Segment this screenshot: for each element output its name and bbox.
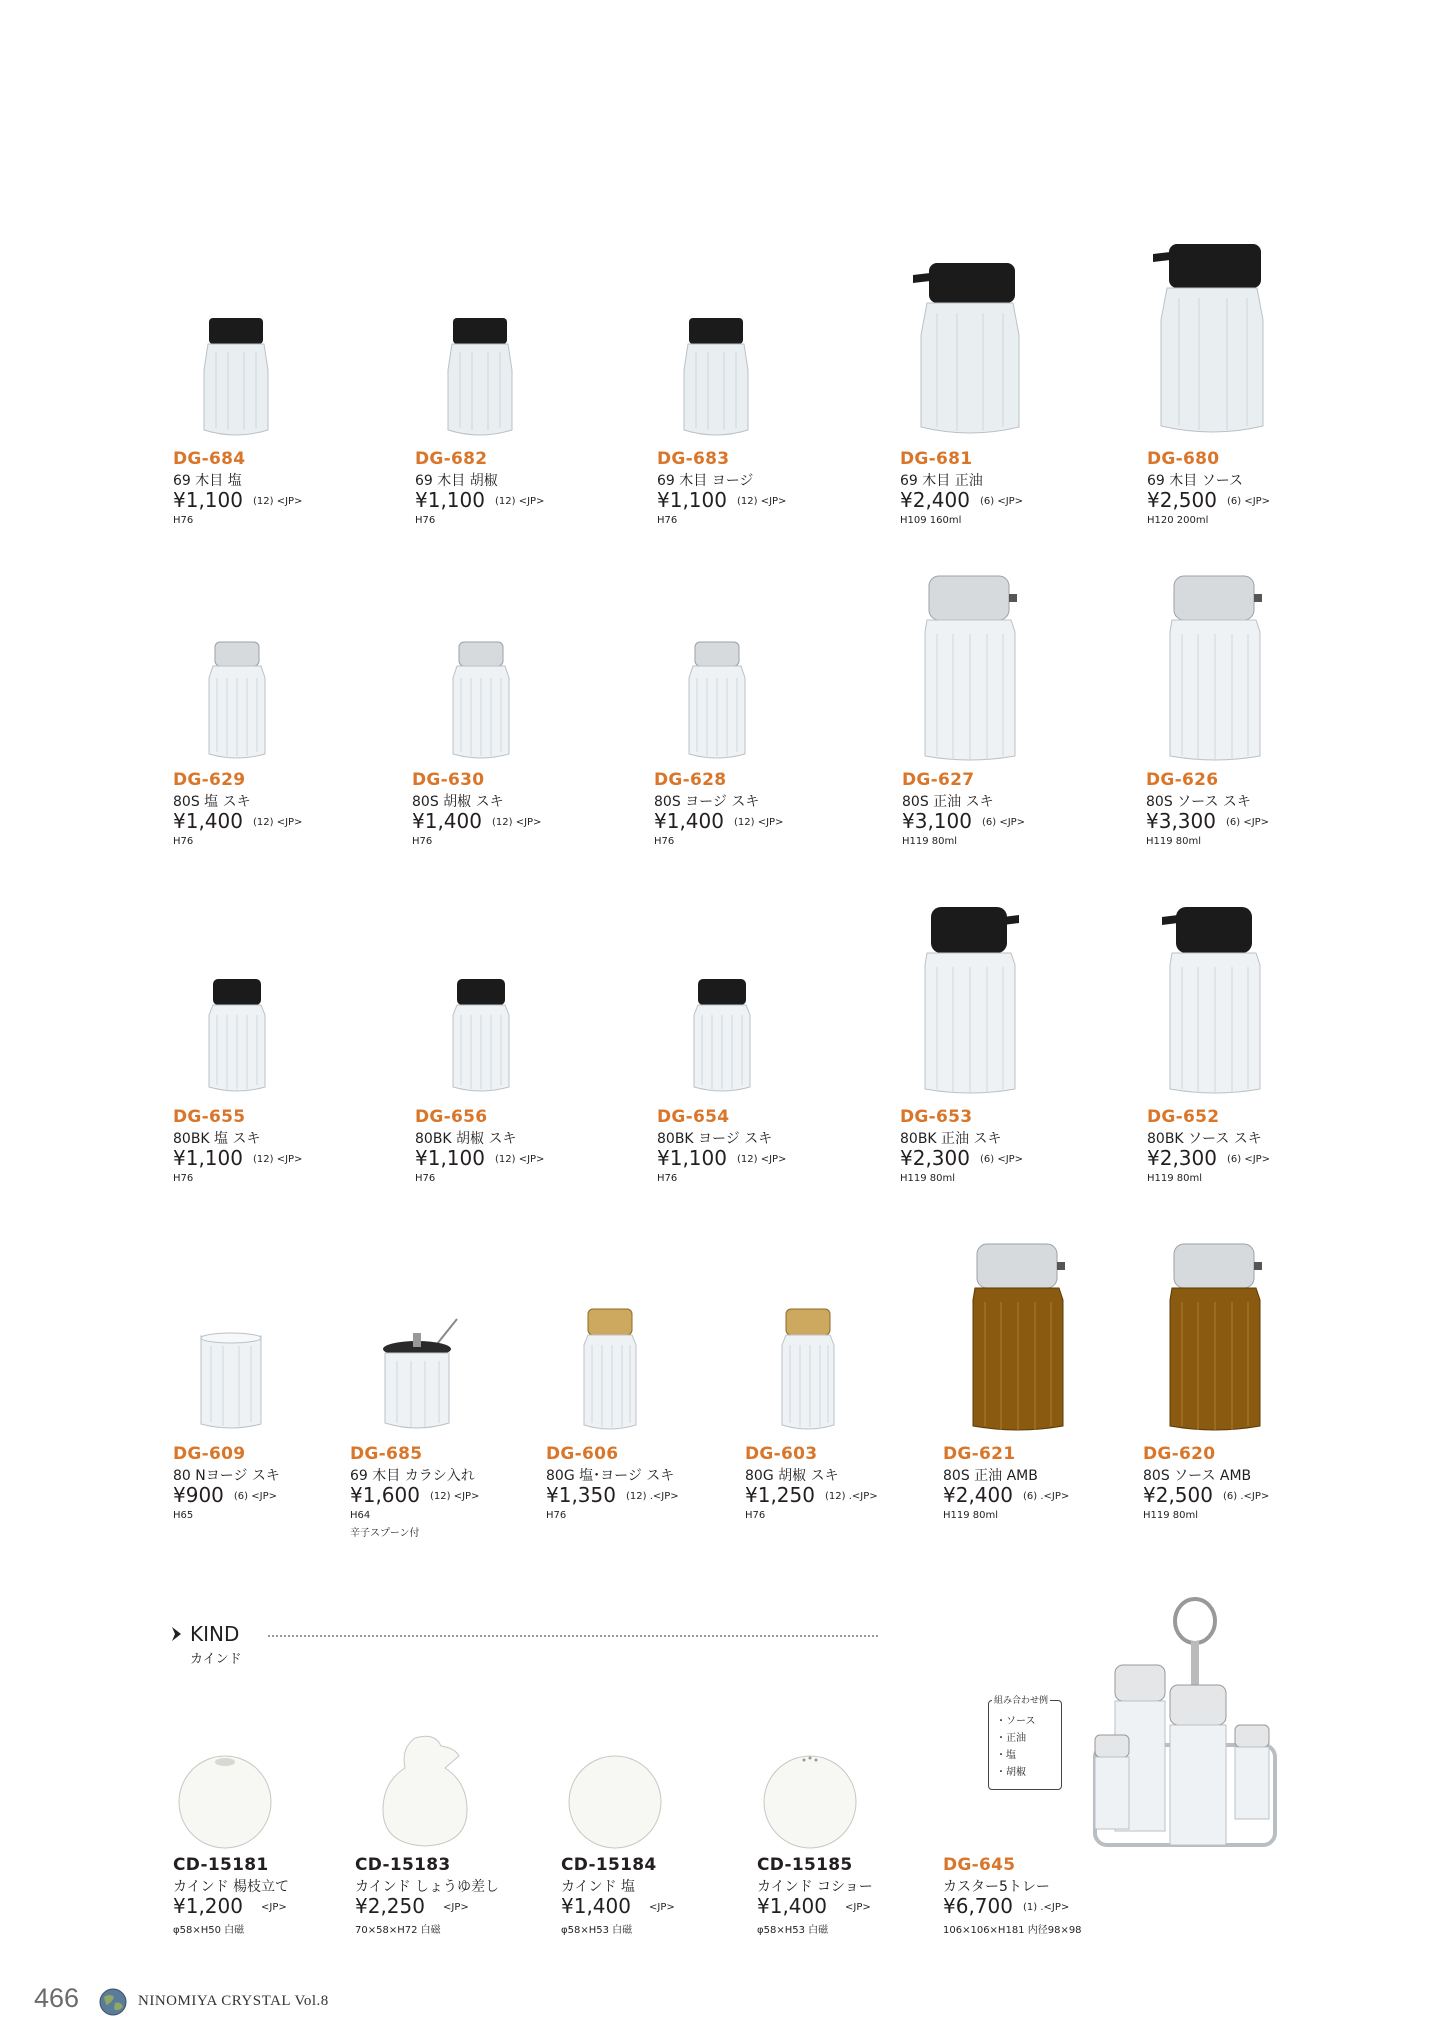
soy-pourer-image <box>375 1732 475 1850</box>
product-price-line <box>1147 488 1270 512</box>
globe-icon <box>98 1987 128 2017</box>
product-name: 80G 塩･ヨージ スキ <box>546 1468 675 1484</box>
section-title <box>190 1622 239 1646</box>
product-code: CD-15185 <box>757 1855 853 1875</box>
product-price-line <box>654 809 783 833</box>
product-price-line <box>902 809 1025 833</box>
product-dimensions: H119 80ml <box>1143 1510 1199 1521</box>
product-price-line <box>412 809 541 833</box>
toothpick-holder-image <box>195 1330 267 1433</box>
shaker-image <box>580 1305 640 1435</box>
product-price: ¥1,200 <box>173 1894 243 1918</box>
product-qty: (6) <JP> <box>981 817 1026 828</box>
product-dimensions: φ58×H50 白磁 <box>173 1925 245 1936</box>
toothpick-stand-image <box>175 1750 275 1850</box>
product-name: 80BK ソース スキ <box>1147 1131 1262 1147</box>
product-name: 80S 正油 スキ <box>902 794 994 810</box>
section-subtitle: カインド <box>190 1652 242 1667</box>
product-dimensions: H76 <box>173 836 194 847</box>
product-name: 80BK ヨージ スキ <box>657 1131 773 1147</box>
product-code: DG-621 <box>943 1444 1016 1464</box>
product-qty: (6) .<JP> <box>1222 1491 1270 1502</box>
product-code: CD-15184 <box>561 1855 657 1875</box>
product-qty: <JP> <box>260 1902 287 1913</box>
product-name: 80BK 塩 スキ <box>173 1131 261 1147</box>
product-qty: (12) <JP> <box>429 1491 480 1502</box>
combination-item: ・正油 <box>996 1733 1026 1744</box>
product-qty: (6) <JP> <box>979 496 1024 507</box>
product-price-line <box>657 488 786 512</box>
soy-dispenser-image <box>915 903 1025 1098</box>
product-price-line <box>943 1483 1069 1507</box>
product-code: DG-606 <box>546 1444 619 1464</box>
product-qty: (12) <JP> <box>252 496 303 507</box>
soy-dispenser-image <box>905 255 1025 440</box>
shaker-image <box>778 1305 838 1435</box>
product-price: ¥1,250 <box>745 1483 815 1507</box>
product-price-line <box>900 1146 1023 1170</box>
section-divider <box>268 1635 878 1637</box>
product-code: DG-654 <box>657 1107 730 1127</box>
product-price: ¥1,100 <box>415 1146 485 1170</box>
product-dimensions: φ58×H53 白磁 <box>757 1925 829 1936</box>
product-dimensions: H76 <box>657 1173 678 1184</box>
product-price: ¥1,350 <box>546 1483 616 1507</box>
product-name: 69 木目 正油 <box>900 473 983 489</box>
product-price: ¥1,100 <box>173 1146 243 1170</box>
product-name: カインド 塩 <box>561 1879 636 1895</box>
product-note: 辛子スプーン付 <box>350 1528 420 1539</box>
product-price: ¥1,100 <box>657 1146 727 1170</box>
product-qty: <JP> <box>844 1902 871 1913</box>
product-dimensions: H76 <box>412 836 433 847</box>
product-dimensions: H119 80ml <box>1147 1173 1203 1184</box>
product-price-line <box>173 809 302 833</box>
sauce-dispenser-image <box>1160 903 1270 1098</box>
caster-set-image <box>1075 1595 1285 1875</box>
product-qty: (6) <JP> <box>1226 1154 1271 1165</box>
salt-shaker-image <box>565 1750 665 1850</box>
product-code: DG-656 <box>415 1107 488 1127</box>
product-qty: <JP> <box>648 1902 675 1913</box>
product-dimensions: H76 <box>173 1173 194 1184</box>
product-price: ¥1,100 <box>415 488 485 512</box>
product-name: 80BK 正油 スキ <box>900 1131 1002 1147</box>
product-price: ¥2,500 <box>1143 1483 1213 1507</box>
product-price-line <box>415 488 544 512</box>
shaker-image <box>676 310 756 440</box>
product-qty: (1) .<JP> <box>1022 1902 1070 1913</box>
product-name: カインド 楊枝立て <box>173 1879 290 1895</box>
product-code: DG-645 <box>943 1855 1016 1875</box>
product-code: DG-680 <box>1147 449 1220 469</box>
product-qty: (6) <JP> <box>1225 817 1270 828</box>
product-qty: (12) <JP> <box>252 1154 303 1165</box>
product-price-line <box>173 1146 302 1170</box>
product-code: DG-629 <box>173 770 246 790</box>
product-price: ¥1,400 <box>412 809 482 833</box>
combination-title: 組み合わせ例 <box>992 1693 1050 1706</box>
shaker-image <box>203 975 271 1097</box>
product-price-line <box>546 1483 679 1507</box>
product-price-line <box>1147 1146 1270 1170</box>
product-price: ¥2,400 <box>943 1483 1013 1507</box>
product-name: 80 Nヨージ スキ <box>173 1468 280 1484</box>
combination-item: ・塩 <box>996 1750 1016 1761</box>
product-price-line <box>745 1483 878 1507</box>
product-price-line <box>1146 809 1269 833</box>
product-dimensions: H120 200ml <box>1147 515 1209 526</box>
product-dimensions: H76 <box>415 1173 436 1184</box>
product-dimensions: H119 80ml <box>900 1173 956 1184</box>
amber-soy-dispenser-image <box>963 1240 1073 1435</box>
product-price: ¥1,100 <box>173 488 243 512</box>
sauce-dispenser-image <box>1160 572 1270 764</box>
product-code: DG-630 <box>412 770 485 790</box>
product-name: 80BK 胡椒 スキ <box>415 1131 517 1147</box>
product-dimensions: 106×106×H181 内径98×98 <box>943 1925 1082 1936</box>
product-price: ¥1,400 <box>173 809 243 833</box>
brand-name: NINOMIYA CRYSTAL Vol.8 <box>138 1993 329 2009</box>
product-dimensions: H65 <box>173 1510 194 1521</box>
product-qty: <JP> <box>442 1902 469 1913</box>
product-name: カスター5トレー <box>943 1879 1050 1895</box>
combination-item: ・ソース <box>996 1716 1036 1727</box>
product-code: CD-15181 <box>173 1855 269 1875</box>
product-qty: (6) <JP> <box>233 1491 277 1502</box>
product-dimensions: H76 <box>654 836 675 847</box>
shaker-image <box>447 975 515 1097</box>
amber-sauce-dispenser-image <box>1160 1240 1270 1435</box>
product-name: カインド しょうゆ差し <box>355 1879 500 1895</box>
product-qty: (12) <JP> <box>736 496 787 507</box>
product-qty: (12) <JP> <box>494 496 545 507</box>
mustard-pot-image <box>375 1315 465 1435</box>
product-code: DG-681 <box>900 449 973 469</box>
product-price-line <box>657 1146 786 1170</box>
product-price-line <box>173 1483 277 1507</box>
product-dimensions: H119 80ml <box>1146 836 1202 847</box>
product-code: DG-609 <box>173 1444 246 1464</box>
product-code: DG-655 <box>173 1107 246 1127</box>
product-price: ¥1,100 <box>657 488 727 512</box>
product-qty: (6) <JP> <box>1226 496 1271 507</box>
product-price: ¥2,300 <box>900 1146 970 1170</box>
product-price: ¥2,500 <box>1147 488 1217 512</box>
product-code: DG-626 <box>1146 770 1219 790</box>
pepper-shaker-image <box>760 1750 860 1850</box>
combination-item: ・胡椒 <box>996 1767 1026 1778</box>
product-name: 80S ソース AMB <box>1143 1468 1252 1484</box>
product-price-line <box>350 1483 479 1507</box>
product-price: ¥1,400 <box>757 1894 827 1918</box>
product-code: DG-685 <box>350 1444 423 1464</box>
product-name: 69 木目 ソース <box>1147 473 1244 489</box>
product-name: 69 木目 胡椒 <box>415 473 498 489</box>
product-price: ¥3,100 <box>902 809 972 833</box>
product-dimensions: H119 80ml <box>943 1510 999 1521</box>
product-price: ¥900 <box>173 1483 224 1507</box>
product-price-line <box>900 488 1023 512</box>
product-name: 80S ヨージ スキ <box>654 794 760 810</box>
product-qty: (12) .<JP> <box>625 1491 679 1502</box>
product-price-line <box>943 1894 1069 1918</box>
product-dimensions: φ58×H53 白磁 <box>561 1925 633 1936</box>
product-code: CD-15183 <box>355 1855 451 1875</box>
product-dimensions: H76 <box>546 1510 567 1521</box>
product-code: DG-628 <box>654 770 727 790</box>
product-qty: (12) <JP> <box>494 1154 545 1165</box>
product-price-line <box>561 1894 675 1918</box>
product-dimensions: H76 <box>173 515 194 526</box>
product-name: 80S 正油 AMB <box>943 1468 1038 1484</box>
product-dimensions: H76 <box>657 515 678 526</box>
shaker-image <box>203 638 271 763</box>
product-dimensions: 70×58×H72 白磁 <box>355 1925 441 1936</box>
product-dimensions: H64 <box>350 1510 371 1521</box>
product-name: 69 木目 塩 <box>173 473 242 489</box>
product-price: ¥3,300 <box>1146 809 1216 833</box>
product-qty: (12) <JP> <box>733 817 784 828</box>
shaker-image <box>688 975 756 1097</box>
chevron-right-icon <box>171 1626 183 1642</box>
page-number: 466 <box>34 1983 80 2013</box>
product-qty: (12) <JP> <box>252 817 303 828</box>
product-price-line <box>355 1894 469 1918</box>
product-name: 80S ソース スキ <box>1146 794 1251 810</box>
shaker-image <box>196 310 276 440</box>
product-price-line <box>173 1894 287 1918</box>
product-price: ¥2,300 <box>1147 1146 1217 1170</box>
product-name: 69 木目 ヨージ <box>657 473 754 489</box>
product-price: ¥2,400 <box>900 488 970 512</box>
product-name: カインド コショー <box>757 1879 873 1895</box>
shaker-image <box>447 638 515 763</box>
sauce-dispenser-image <box>1145 240 1270 440</box>
product-code: DG-684 <box>173 449 246 469</box>
product-name: 80S 胡椒 スキ <box>412 794 504 810</box>
soy-dispenser-image <box>915 572 1025 764</box>
product-code: DG-620 <box>1143 1444 1216 1464</box>
product-code: DG-603 <box>745 1444 818 1464</box>
product-name: 80G 胡椒 スキ <box>745 1468 839 1484</box>
product-price-line <box>415 1146 544 1170</box>
product-code: DG-627 <box>902 770 975 790</box>
product-price: ¥2,250 <box>355 1894 425 1918</box>
product-code: DG-652 <box>1147 1107 1220 1127</box>
shaker-image <box>683 638 751 763</box>
product-price-line <box>173 488 302 512</box>
product-price: ¥6,700 <box>943 1894 1013 1918</box>
product-qty: (12) .<JP> <box>824 1491 878 1502</box>
product-price: ¥1,400 <box>561 1894 631 1918</box>
product-price-line <box>757 1894 871 1918</box>
product-qty: (6) <JP> <box>979 1154 1024 1165</box>
shaker-image <box>440 310 520 440</box>
product-code: DG-682 <box>415 449 488 469</box>
product-name: 80S 塩 スキ <box>173 794 251 810</box>
product-dimensions: H109 160ml <box>900 515 962 526</box>
product-dimensions: H76 <box>745 1510 766 1521</box>
product-qty: (6) .<JP> <box>1022 1491 1070 1502</box>
product-dimensions: H76 <box>415 515 436 526</box>
product-name: 69 木目 カラシ入れ <box>350 1468 475 1484</box>
product-code: DG-653 <box>900 1107 973 1127</box>
section-title-text: KIND <box>190 1622 240 1646</box>
product-dimensions: H119 80ml <box>902 836 958 847</box>
product-code: DG-683 <box>657 449 730 469</box>
product-qty: (12) <JP> <box>736 1154 787 1165</box>
product-price: ¥1,600 <box>350 1483 420 1507</box>
product-price-line <box>1143 1483 1269 1507</box>
product-qty: (12) <JP> <box>491 817 542 828</box>
product-price: ¥1,400 <box>654 809 724 833</box>
